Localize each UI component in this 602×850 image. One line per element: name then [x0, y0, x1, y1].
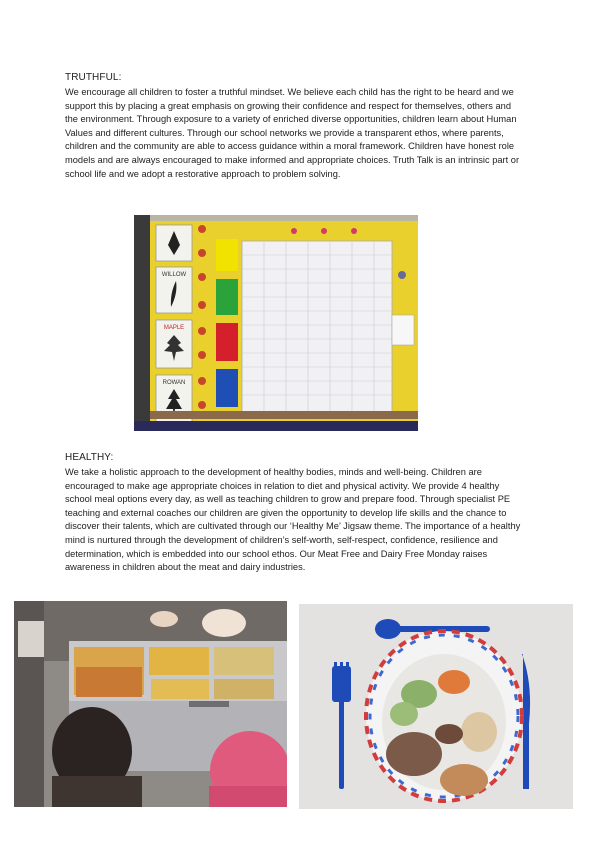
meal-plate-photo [299, 604, 573, 809]
board-label-willow: WILLOW [161, 272, 187, 278]
canteen-photo [14, 601, 287, 807]
board-label-rowan: ROWAN [162, 380, 186, 386]
board-label-maple: MAPLE [163, 325, 185, 331]
display-board-photo [134, 215, 418, 431]
healthy-paragraph: We take a holistic approach to the development of healthy bodies, minds and well-being. Children are encouraged to make age appropriate choices in relation to diet and physical activity. We provide 4 healthy school meal options every day, as well as teaching children to grow and prepare food. Through specialist PE teaching and external coaches our children are given the opportunity to develop life skills and the chance to discover their talents, which are cultivated through our ‘Healthy Me’ Jigsaw theme. The importance of a healthy mind is nurtured through the development of children’s self-worth, self-respect, confidence, resilience and determination, which is embedded into our school ethos. Our Meat Free and Dairy Free Monday raises awareness in children about the meat and dairy industries. [65, 467, 521, 573]
healthy-heading: HEALTHY: [65, 452, 114, 463]
truthful-paragraph: We encourage all children to foster a truthful mindset. We believe each child has the right to be heard and we support this by placing a great emphasis on growing their confidence and respect for themselves, others and the environment. Through exposure to a variety of enriched diverse opportunities, children learn about Human Values and different cultures. Through our school networks we provide a transparent ethos, where parents, children and the community are able to access guidance within a moral framework. Children have honest role models and are always encouraged to make informed and appropriate choices. Truth Talk is an intrinsic part or school life and we adopt a restorative approach to problem solving. [65, 87, 520, 179]
truthful-heading: TRUTHFUL: [65, 72, 122, 83]
